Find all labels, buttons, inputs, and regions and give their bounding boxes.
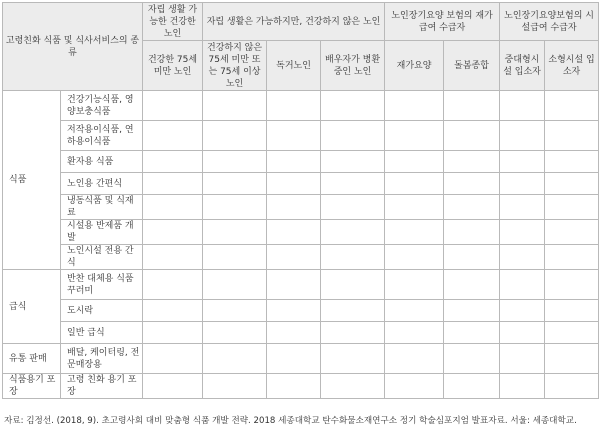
empty-cell bbox=[385, 270, 444, 300]
empty-cell bbox=[203, 173, 267, 195]
empty-cell bbox=[203, 195, 267, 220]
item-cell: 노인용 간편식 bbox=[61, 173, 143, 195]
empty-cell bbox=[267, 270, 321, 300]
empty-cell bbox=[385, 374, 444, 399]
empty-cell bbox=[321, 374, 385, 399]
empty-cell bbox=[321, 220, 385, 245]
empty-cell bbox=[444, 300, 500, 322]
empty-cell bbox=[444, 151, 500, 173]
empty-cell bbox=[385, 91, 444, 121]
empty-cell bbox=[203, 344, 267, 374]
empty-cell bbox=[267, 322, 321, 344]
empty-cell bbox=[143, 374, 203, 399]
item-cell: 도시락 bbox=[61, 300, 143, 322]
empty-cell bbox=[143, 220, 203, 245]
empty-cell bbox=[500, 151, 545, 173]
item-cell: 시설용 반제품 개발 bbox=[61, 220, 143, 245]
empty-cell bbox=[321, 322, 385, 344]
empty-cell bbox=[500, 300, 545, 322]
empty-cell bbox=[500, 374, 545, 399]
empty-cell bbox=[444, 245, 500, 270]
header-group-facility: 노인장기요양보험의 시설급여 수급자 bbox=[500, 3, 599, 41]
empty-cell bbox=[267, 91, 321, 121]
header-sub: 독거노인 bbox=[267, 41, 321, 91]
empty-cell bbox=[545, 344, 599, 374]
empty-cell bbox=[545, 151, 599, 173]
empty-cell bbox=[321, 91, 385, 121]
empty-cell bbox=[500, 270, 545, 300]
header-sub: 소형시설 입소자 bbox=[545, 41, 599, 91]
header-sub: 중대형시설 입소자 bbox=[500, 41, 545, 91]
item-cell: 노인시설 전용 간식 bbox=[61, 245, 143, 270]
empty-cell bbox=[143, 151, 203, 173]
empty-cell bbox=[385, 195, 444, 220]
empty-cell bbox=[444, 374, 500, 399]
item-cell: 일반 급식 bbox=[61, 322, 143, 344]
empty-cell bbox=[385, 151, 444, 173]
empty-cell bbox=[545, 270, 599, 300]
empty-cell bbox=[267, 121, 321, 151]
empty-cell bbox=[203, 121, 267, 151]
empty-cell bbox=[385, 300, 444, 322]
source-note: 자료: 김정선. (2018, 9). 초고령사회 대비 맞춤형 식품 개발 전략. 2018 세종대학교 탄수화물소재연구소 정기 학술심포지엄 발표자료. 서울: 세종대학교. bbox=[4, 416, 577, 426]
header-sub: 돌봄종합 bbox=[444, 41, 500, 91]
empty-cell bbox=[267, 220, 321, 245]
empty-cell bbox=[267, 245, 321, 270]
empty-cell bbox=[385, 220, 444, 245]
header-group-healthy: 자립 생활 가능한 건강한 노인 bbox=[143, 3, 203, 41]
empty-cell bbox=[385, 245, 444, 270]
empty-cell bbox=[444, 91, 500, 121]
empty-cell bbox=[267, 151, 321, 173]
empty-cell bbox=[267, 374, 321, 399]
empty-cell bbox=[321, 195, 385, 220]
empty-cell bbox=[267, 300, 321, 322]
header-group-homecare: 노인장기요양 보험의 재가급여 수급자 bbox=[385, 3, 500, 41]
empty-cell bbox=[321, 151, 385, 173]
empty-cell bbox=[203, 374, 267, 399]
empty-cell bbox=[500, 322, 545, 344]
empty-cell bbox=[444, 121, 500, 151]
empty-cell bbox=[385, 121, 444, 151]
empty-cell bbox=[500, 220, 545, 245]
empty-cell bbox=[385, 173, 444, 195]
item-cell: 반찬 대체용 식품꾸러미 bbox=[61, 270, 143, 300]
category-cell: 식품용기 포장 bbox=[3, 374, 61, 399]
empty-cell bbox=[143, 245, 203, 270]
empty-cell bbox=[500, 245, 545, 270]
elderly-food-table bbox=[2, 2, 599, 399]
empty-cell bbox=[545, 91, 599, 121]
empty-cell bbox=[444, 344, 500, 374]
empty-cell bbox=[143, 195, 203, 220]
empty-cell bbox=[203, 270, 267, 300]
empty-cell bbox=[500, 344, 545, 374]
item-cell: 고령 친화 용기 포장 bbox=[61, 374, 143, 399]
category-cell: 급식 bbox=[3, 270, 61, 344]
item-cell: 냉동식품 및 식재료 bbox=[61, 195, 143, 220]
empty-cell bbox=[385, 344, 444, 374]
empty-cell bbox=[385, 322, 444, 344]
empty-cell bbox=[143, 173, 203, 195]
empty-cell bbox=[267, 344, 321, 374]
empty-cell bbox=[203, 151, 267, 173]
empty-cell bbox=[545, 300, 599, 322]
header-sub: 재가요양 bbox=[385, 41, 444, 91]
empty-cell bbox=[321, 344, 385, 374]
empty-cell bbox=[444, 322, 500, 344]
empty-cell bbox=[545, 220, 599, 245]
empty-cell bbox=[500, 195, 545, 220]
category-cell: 유통 판매 bbox=[3, 344, 61, 374]
empty-cell bbox=[203, 300, 267, 322]
header-sub: 건강한 75세 미만 노인 bbox=[143, 41, 203, 91]
empty-cell bbox=[444, 270, 500, 300]
item-cell: 배달, 케이터링, 전문매장용 bbox=[61, 344, 143, 374]
empty-cell bbox=[143, 270, 203, 300]
category-cell: 식품 bbox=[3, 91, 61, 270]
empty-cell bbox=[321, 270, 385, 300]
item-cell: 저작용이식품, 연하용이식품 bbox=[61, 121, 143, 151]
empty-cell bbox=[267, 195, 321, 220]
empty-cell bbox=[545, 195, 599, 220]
empty-cell bbox=[143, 91, 203, 121]
empty-cell bbox=[545, 322, 599, 344]
empty-cell bbox=[321, 245, 385, 270]
header-sub: 건강하지 않은 75세 미만 또는 75세 이상 노인 bbox=[203, 41, 267, 91]
empty-cell bbox=[143, 121, 203, 151]
empty-cell bbox=[545, 173, 599, 195]
empty-cell bbox=[143, 300, 203, 322]
item-cell: 환자용 식품 bbox=[61, 151, 143, 173]
empty-cell bbox=[545, 121, 599, 151]
empty-cell bbox=[267, 173, 321, 195]
empty-cell bbox=[203, 220, 267, 245]
empty-cell bbox=[143, 322, 203, 344]
item-cell: 건강기능식품, 영양보충식품 bbox=[61, 91, 143, 121]
empty-cell bbox=[500, 173, 545, 195]
empty-cell bbox=[500, 91, 545, 121]
header-type: 고령친화 식품 및 식사서비스의 종류 bbox=[3, 3, 143, 91]
header-sub: 배우자가 병환 중인 노인 bbox=[321, 41, 385, 91]
empty-cell bbox=[321, 300, 385, 322]
empty-cell bbox=[321, 121, 385, 151]
empty-cell bbox=[203, 245, 267, 270]
empty-cell bbox=[203, 91, 267, 121]
empty-cell bbox=[444, 220, 500, 245]
empty-cell bbox=[545, 245, 599, 270]
empty-cell bbox=[321, 173, 385, 195]
empty-cell bbox=[444, 173, 500, 195]
empty-cell bbox=[143, 344, 203, 374]
empty-cell bbox=[545, 374, 599, 399]
empty-cell bbox=[500, 121, 545, 151]
empty-cell bbox=[444, 195, 500, 220]
empty-cell bbox=[203, 322, 267, 344]
header-group-unhealthy: 자립 생활은 가능하지만, 건강하지 않은 노인 bbox=[203, 3, 385, 41]
